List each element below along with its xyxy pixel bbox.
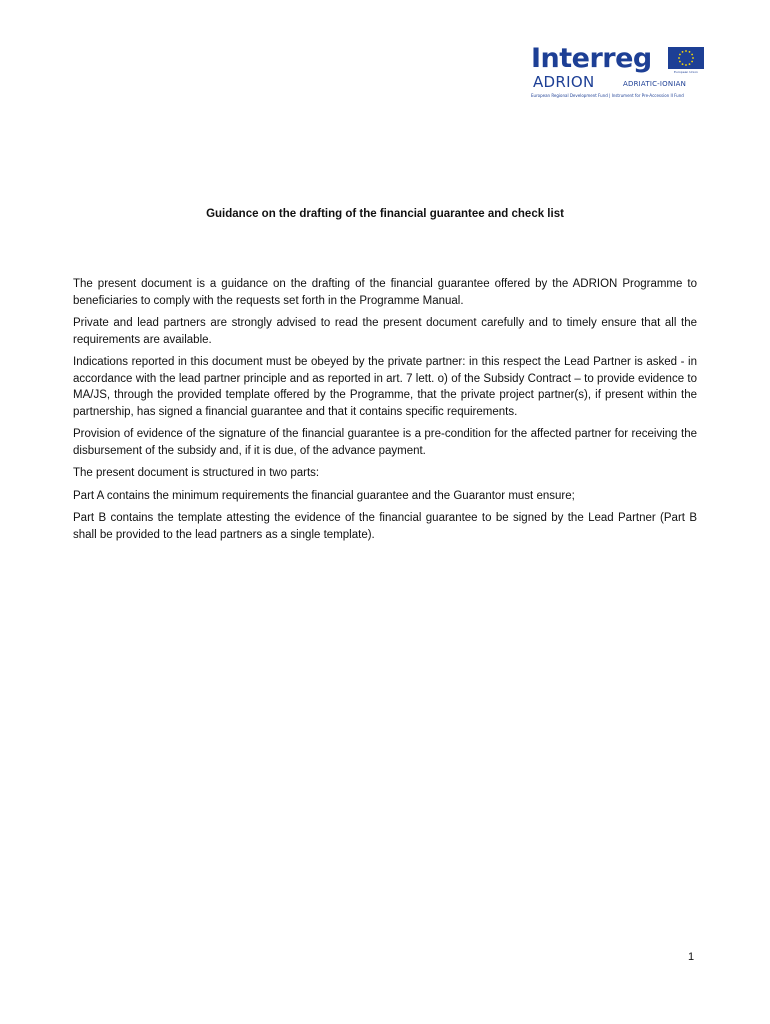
document-title: Guidance on the drafting of the financial guarantee and check list xyxy=(206,208,564,220)
paragraph-part-a: Part A contains the minimum requirements the financial guarantee and the Guarantor must ensure; xyxy=(73,489,575,502)
paragraph-structure: The present document is structured in two parts: xyxy=(73,467,320,479)
paragraph-advice: Private and lead partners are strongly advised to read the present document carefully and to timely ensure that all the requirements are available. xyxy=(73,317,697,346)
paragraph-part-b: Part B contains the template attesting the evidence of the financial guarantee to be signed by the Lead Partner (Part B shall be provided to the lead partners as a single template). xyxy=(73,512,697,541)
logo-fund-line: European Regional Development Fund | Instrument for Pre-Accession II Fund xyxy=(531,93,684,98)
paragraph-precondition: Provision of evidence of the signature of the financial guarantee is a pre-condition for the affected partner for receiving the disbursement of the subsidy and, if it is due, of the advance payment. xyxy=(73,428,697,457)
document-body xyxy=(73,276,697,549)
interreg-adrion-logo xyxy=(531,44,707,104)
paragraph-intro: The present document is a guidance on the drafting of the financial guarantee offered by the ADRION Programme to beneficiaries to comply with the requests set forth in the Programme Manual. xyxy=(73,278,697,307)
logo-program-name: ADRION xyxy=(533,73,595,91)
logo-wordmark: Interreg xyxy=(531,43,652,74)
logo-region-name: ADRIATIC-IONIAN xyxy=(623,80,687,88)
eu-flag-icon xyxy=(668,47,704,69)
page-number: 1 xyxy=(688,951,695,963)
paragraph-indications: Indications reported in this document must be obeyed by the private partner: in this respect the Lead Partner is asked - in accordance with the lead partner principle and as reported in art. 7 lett. o) of the Subsidy Contract – to provide evidence to MA/JS, through the provided template offered by the Programme, that the private project partner(s), if present within the partnership, has signed a financial guarantee and that it contains specific requirements. xyxy=(73,356,697,418)
eu-caption: European Union xyxy=(674,70,698,74)
